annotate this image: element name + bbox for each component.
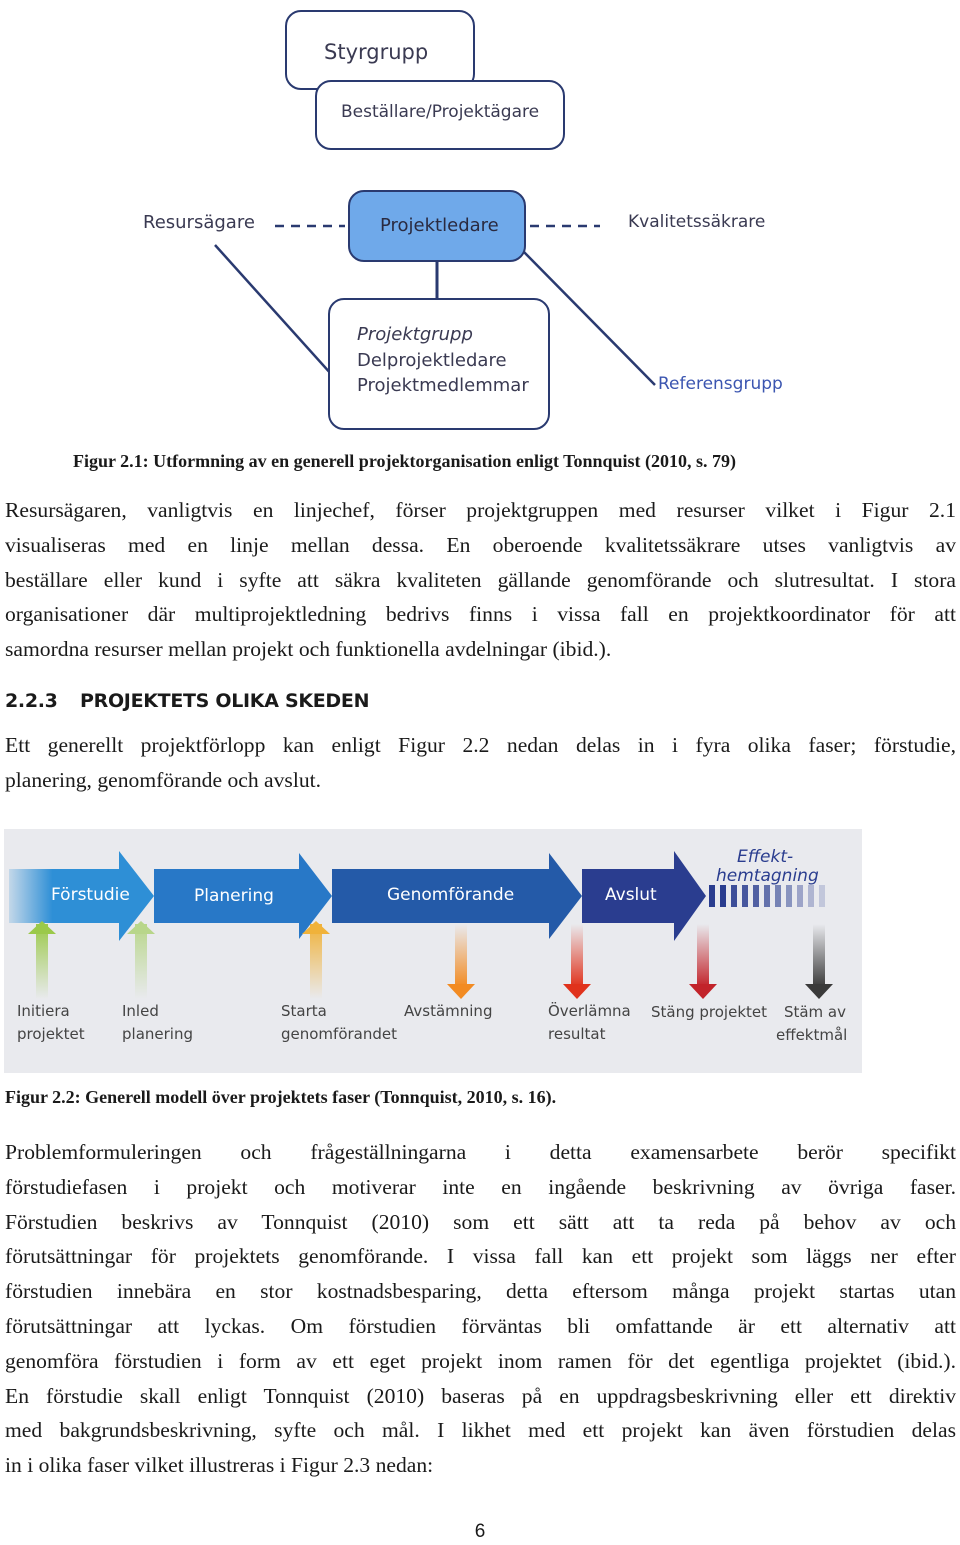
page-number: 6 <box>474 1521 486 1542</box>
milestone-label-line: resultat <box>548 1025 606 1043</box>
phase-label-genomforande: Genomförande <box>387 885 515 905</box>
paragraph-1-line: Resursägaren, vanligtvis en linjechef, förser projektgruppen med resurser vilket i Figur 2.1 <box>5 498 956 522</box>
milestone-label-inled <box>122 1000 193 1046</box>
projektledare-box <box>348 190 526 262</box>
milestone-arrow-avstamning <box>447 924 475 999</box>
milestone-label-line: Inled <box>122 1002 159 1020</box>
milestone-label-line: Initiera <box>17 1002 70 1020</box>
projektledare-label: Projektledare <box>380 215 499 236</box>
paragraph-3-line: förutsättningar för projektets genomförande. I vissa fall kan ett projekt som läggs ner efter <box>5 1244 956 1269</box>
paragraph-1-line: visualiseras med en linje mellan dessa. En oberoende kvalitetssäkrare utses vanligtvis av <box>5 532 956 557</box>
referensgrupp-label: Referensgrupp <box>658 374 783 394</box>
kvalitetssakrare-label: Kvalitetssäkrare <box>628 212 766 232</box>
resursagare-label: Resursägare <box>143 212 255 233</box>
paragraph-3-line: förstudiefasen i projekt och motiverar inte en ingående beskrivning av övriga faser. <box>5 1174 956 1199</box>
paragraph-3-line: förutsättningar att lyckas. Om förstudien förväntas bli omfattande är ett alternativ att <box>5 1313 956 1338</box>
bestallare-label: Beställare/Projektägare <box>341 102 540 122</box>
milestone-arrow-overlamna <box>563 924 591 999</box>
milestone-label-line: effektmål <box>776 1026 848 1044</box>
paragraph-3-line: förstudien innebära en stor kostnadsbesparing, detta eftersom många projekt startas utan <box>5 1279 956 1304</box>
milestone-label-initiera <box>17 1000 85 1046</box>
phase-label-avslut: Avslut <box>605 885 657 905</box>
milestone-label-line: projektet <box>17 1025 85 1043</box>
projektgrupp-title: Projektgrupp <box>357 324 473 345</box>
milestone-label-stang <box>651 1001 767 1024</box>
styrgrupp-label: Styrgrupp <box>324 40 429 64</box>
projektgrupp-box <box>328 298 550 430</box>
section-number: 2.2.3 <box>5 690 58 712</box>
milestone-arrow-initiera <box>28 921 56 999</box>
paragraph-2 <box>5 728 956 798</box>
milestone-arrow-stang <box>689 924 717 999</box>
organization-chart <box>0 0 960 440</box>
section-heading <box>5 690 369 712</box>
project-phases-figure <box>4 829 862 1073</box>
milestone-arrow-inled-planering <box>127 921 155 999</box>
paragraph-2-line: Ett generellt projektförlopp kan enligt Figur 2.2 nedan delas in i fyra olika faser; förstudie, <box>5 733 956 757</box>
paragraph-3-line: in i olika faser vilket illustreras i Figur 2.3 nedan: <box>5 1453 434 1478</box>
paragraph-1-line: organisationer där multiprojektledning bedrivs finns i vissa fall en projektkoordinator för att <box>5 602 956 627</box>
milestone-label-line: Stäm av <box>783 1003 846 1021</box>
milestone-label-line: Stäng projektet <box>651 1003 768 1021</box>
effekt-dotted-bar <box>709 885 825 907</box>
milestone-label-stam-av <box>776 1001 846 1047</box>
milestone-label-line: Överlämna <box>548 1002 631 1020</box>
paragraph-2-line: planering, genomförande och avslut. <box>5 767 322 792</box>
styrgrupp-box <box>285 10 475 90</box>
bestallare-box <box>315 80 565 150</box>
section-title: PROJEKTETS OLIKA SKEDEN <box>80 690 370 712</box>
milestone-arrow-stam-av <box>805 924 833 999</box>
paragraph-3-line: med bakgrundsbeskrivning, syfte och mål. I likhet med ett projekt kan även förstudien delas <box>5 1418 956 1443</box>
milestone-label-line: planering <box>122 1025 193 1043</box>
effekt-label-line1: Effekt- <box>737 847 794 867</box>
paragraph-3 <box>5 1135 956 1483</box>
paragraph-1 <box>5 493 956 667</box>
phase-label-forstudie: Förstudie <box>51 885 130 905</box>
milestone-label-line: Avstämning <box>404 1002 493 1020</box>
projektgrupp-projektmedlemmar: Projektmedlemmar <box>357 375 529 396</box>
projektgrupp-delprojektledare: Delprojektledare <box>357 350 507 371</box>
paragraph-3-line: genomföra förstudien i form av ett eget projekt inom ramen för det egentliga projektet (ibid.). <box>5 1348 956 1373</box>
paragraph-1-line: samordna resurser mellan projekt och funktionella avdelningar (ibid.). <box>5 637 612 662</box>
milestone-arrow-starta <box>302 921 330 999</box>
milestone-label-overlamna <box>548 1000 631 1046</box>
effekt-label-line2: hemtagning <box>716 866 819 886</box>
paragraph-3-line: En förstudie skall enligt Tonnquist (2010) baseras på en uppdragsbeskrivning eller ett direktiv <box>5 1383 956 1408</box>
paragraph-3-line: Problemformuleringen och frågeställningarna i detta examensarbete berör specifikt <box>5 1140 956 1164</box>
milestone-label-avstamning <box>404 1000 492 1023</box>
paragraph-3-line: Förstudien beskrivs av Tonnquist (2010) som ett sätt att ta reda på behov av och <box>5 1209 956 1234</box>
phase-label-planering: Planering <box>194 886 274 906</box>
milestone-label-line: genomförandet <box>281 1025 398 1043</box>
paragraph-1-line: beställare eller kund i syfte att säkra kvaliteten gällande genomförande och slutresultat. I stora <box>5 567 956 592</box>
milestone-label-starta <box>281 1000 397 1046</box>
milestone-label-line: Starta <box>281 1002 327 1020</box>
figure1-caption: Figur 2.1: Utformning av en generell projektorganisation enligt Tonnquist (2010, s. 79) <box>73 451 737 471</box>
figure2-caption: Figur 2.2: Generell modell över projektets faser (Tonnquist, 2010, s. 16). <box>5 1087 557 1107</box>
